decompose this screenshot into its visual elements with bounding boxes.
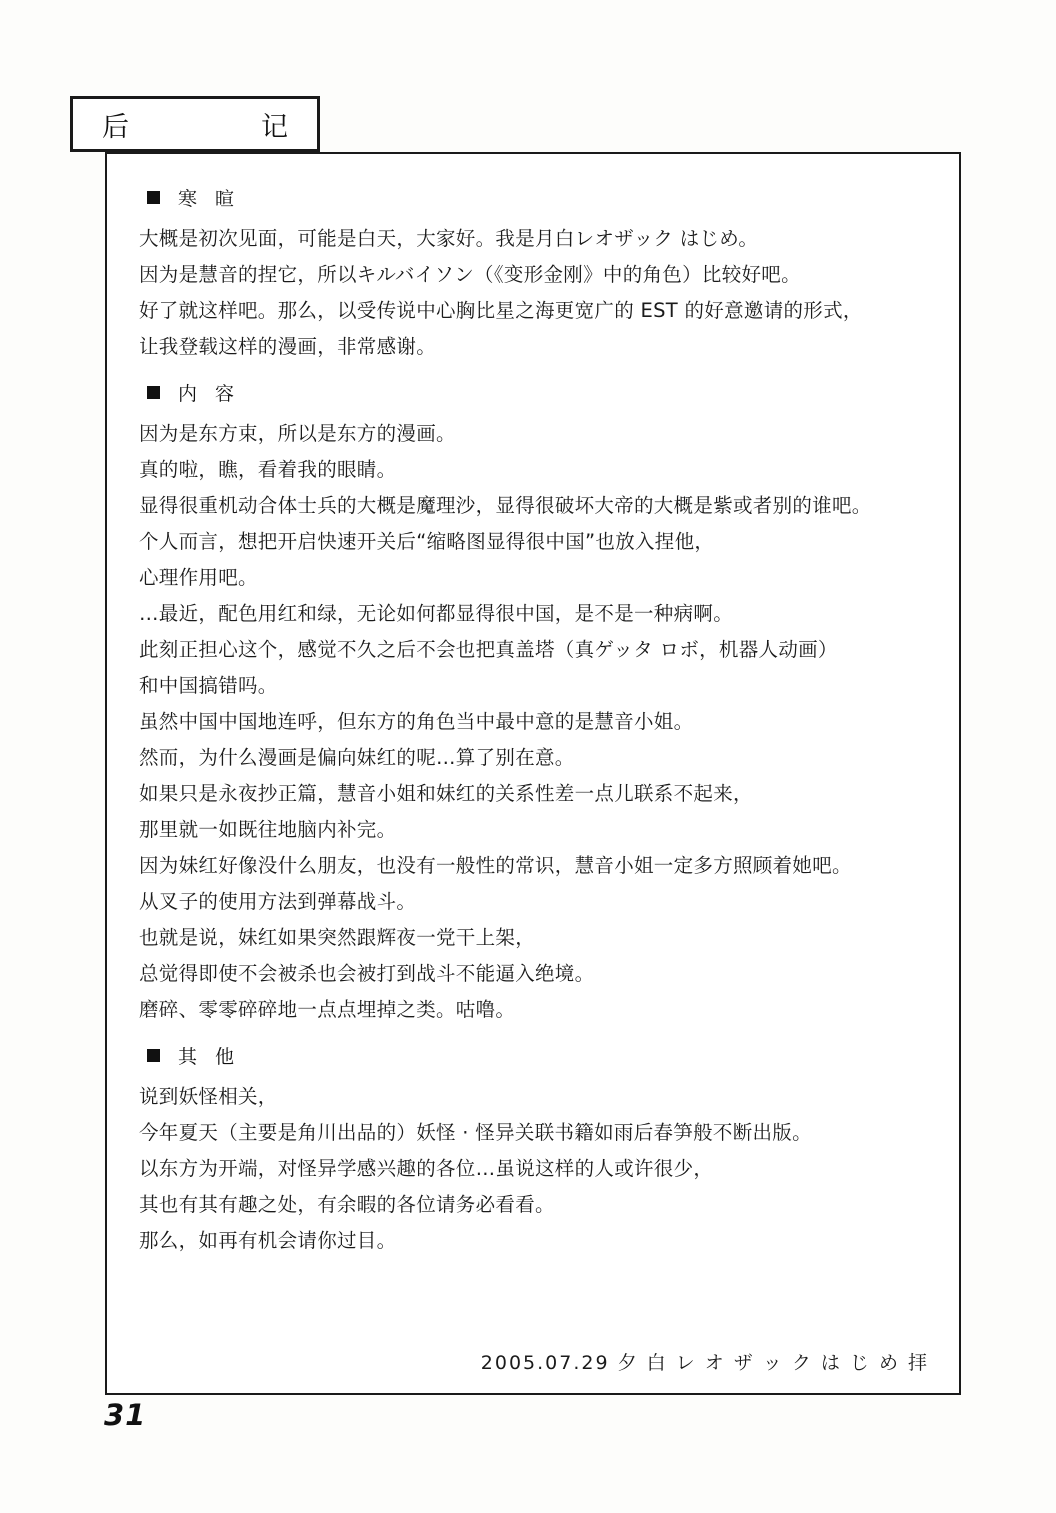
text-line: 今年夏天（主要是角川出品的）妖怪 · 怪异关联书籍如雨后春笋般不断出版。 (139, 1121, 812, 1144)
text-line: 那么，如再有机会请你过目。 (139, 1229, 397, 1252)
text-line: 磨碎、零零碎碎地一点点埋掉之类。咕噜。 (139, 998, 516, 1021)
section-heading-content (129, 379, 941, 406)
text-line: 此刻正担心这个，感觉不久之后不会也把真盖塔（真ゲッタ ロボ，机器人动画） (139, 638, 838, 661)
afterword-title-box (70, 96, 320, 152)
text-line: 心理作用吧。 (139, 566, 258, 589)
text-line: 个人而言，想把开启快速开关后“缩略图显得很中国”也放入捏他， (139, 530, 715, 553)
section-title-text: 其 他 (178, 1046, 241, 1068)
text-line: 真的啦，瞧，看着我的眼睛。 (139, 458, 397, 481)
text-line: 说到妖怪相关， (139, 1085, 278, 1108)
page-title: 后 记 (102, 111, 314, 143)
section-heading-other (129, 1042, 941, 1069)
text-line: 显得很重机动合体士兵的大概是魔理沙，显得很破坏大帝的大概是紫或者别的谁吧。 (139, 494, 872, 517)
section-body-greeting (129, 221, 941, 365)
signature-line: 2005.07.29 夕 白 レ オ ザ ッ ク は じ め 拝 (480, 1352, 929, 1374)
text-line: 虽然中国中国地连呼，但东方的角色当中最中意的是慧音小姐。 (139, 710, 694, 733)
text-line: 以东方为开端，对怪异学感兴趣的各位…虽说这样的人或许很少， (139, 1157, 714, 1180)
text-line: 从叉子的使用方法到弹幕战斗。 (139, 890, 417, 913)
content-frame (105, 152, 961, 1395)
section-body-other (129, 1079, 941, 1259)
text-line: 然而，为什么漫画是偏向妹红的呢…算了别在意。 (139, 746, 575, 769)
text-line: 好了就这样吧。那么，以受传说中心胸比星之海更宽广的 EST 的好意邀请的形式， (139, 299, 863, 322)
text-line: 让我登载这样的漫画，非常感谢。 (139, 335, 437, 358)
square-bullet-icon (147, 1049, 160, 1062)
text-line: 也就是说，妹红如果突然跟辉夜一党干上架， (139, 926, 536, 949)
text-line: 如果只是永夜抄正篇，慧音小姐和妹红的关系性差一点儿联系不起来， (139, 782, 753, 805)
section-title-text: 寒 暄 (178, 188, 241, 210)
text-line: 因为是东方束，所以是东方的漫画。 (139, 422, 456, 445)
text-line: 其也有其有趣之处，有余暇的各位请务必看看。 (139, 1193, 555, 1216)
square-bullet-icon (147, 386, 160, 399)
text-line: …最近，配色用红和绿，无论如何都显得很中国，是不是一种病啊。 (139, 602, 734, 625)
text-line: 总觉得即使不会被杀也会被打到战斗不能逼入绝境。 (139, 962, 595, 985)
square-bullet-icon (147, 191, 160, 204)
section-body-content (129, 416, 941, 1028)
section-heading-greeting (129, 184, 941, 211)
afterword-content (129, 176, 941, 1381)
section-title-text: 内 容 (178, 383, 241, 405)
text-line: 因为是慧音的捏它，所以キルバイソン（《变形金刚》中的角色）比较好吧。 (139, 263, 801, 286)
page-number: 31 (104, 1398, 147, 1432)
text-line: 和中国搞错吗。 (139, 674, 278, 697)
text-line: 因为妹红好像没什么朋友，也没有一般性的常识，慧音小姐一定多方照顾着她吧。 (139, 854, 852, 877)
text-line: 那里就一如既往地脑内补完。 (139, 818, 397, 841)
text-line: 大概是初次见面，可能是白天，大家好。我是月白レオザック はじめ。 (139, 227, 759, 250)
